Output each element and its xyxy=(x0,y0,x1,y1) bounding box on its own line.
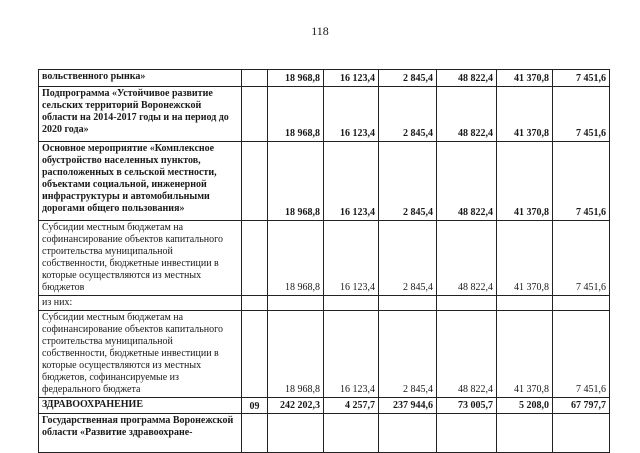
value-cell xyxy=(437,414,497,453)
table-row xyxy=(39,142,610,221)
value-cell xyxy=(553,296,610,311)
value-cell: 16 123,4 xyxy=(324,221,379,296)
value-cell: 2 845,4 xyxy=(379,87,437,142)
table-row xyxy=(39,398,610,414)
value-cell: 48 822,4 xyxy=(437,311,497,398)
value-cell: 2 845,4 xyxy=(379,142,437,221)
value-cell: 18 968,8 xyxy=(268,311,324,398)
value-cell xyxy=(497,414,553,453)
value-cell xyxy=(553,414,610,453)
value-cell: 16 123,4 xyxy=(324,70,379,87)
table-row xyxy=(39,70,610,87)
value-cell: 7 451,6 xyxy=(553,87,610,142)
table-row xyxy=(39,87,610,142)
value-cell: 41 370,8 xyxy=(497,221,553,296)
value-cell: 7 451,6 xyxy=(553,311,610,398)
value-cell xyxy=(268,296,324,311)
value-cell: 242 202,3 xyxy=(268,398,324,414)
value-cell: 73 005,7 xyxy=(437,398,497,414)
value-cell: 7 451,6 xyxy=(553,142,610,221)
table-row xyxy=(39,414,610,453)
value-cell: 237 944,6 xyxy=(379,398,437,414)
value-cell: 41 370,8 xyxy=(497,70,553,87)
section-code: 09 xyxy=(242,398,268,414)
value-cell: 2 845,4 xyxy=(379,70,437,87)
value-cell: 41 370,8 xyxy=(497,311,553,398)
value-cell: 18 968,8 xyxy=(268,221,324,296)
value-cell: 7 451,6 xyxy=(553,70,610,87)
row-description: Субсидии местным бюджетам на софинансирование объектов капитального строительства муниципальной собственности, бюджетные инвестиции в которые осуществляются из местных бюджетов, софинансируемые из федерального бюджета xyxy=(39,311,242,398)
value-cell xyxy=(324,296,379,311)
value-cell: 48 822,4 xyxy=(437,221,497,296)
row-description: Государственная программа Воронежской области «Развитие здравоохране- xyxy=(39,414,242,453)
row-description: ЗДРАВООХРАНЕНИЕ xyxy=(39,398,242,414)
value-cell: 48 822,4 xyxy=(437,142,497,221)
table-row xyxy=(39,221,610,296)
value-cell: 18 968,8 xyxy=(268,87,324,142)
value-cell: 16 123,4 xyxy=(324,142,379,221)
row-description: из них: xyxy=(39,296,242,311)
value-cell: 5 208,0 xyxy=(497,398,553,414)
value-cell: 2 845,4 xyxy=(379,311,437,398)
value-cell: 16 123,4 xyxy=(324,311,379,398)
section-code xyxy=(242,221,268,296)
row-description: Субсидии местным бюджетам на софинансирование объектов капитального строительства муниципальной собственности, бюджетные инвестиции в которые осуществляются из местных бюджетов xyxy=(39,221,242,296)
table-row xyxy=(39,311,610,398)
table-row xyxy=(39,296,610,311)
value-cell: 67 797,7 xyxy=(553,398,610,414)
value-cell: 2 845,4 xyxy=(379,221,437,296)
section-code xyxy=(242,87,268,142)
budget-table xyxy=(38,69,610,453)
row-description: вольственного рынка» xyxy=(39,70,242,87)
section-code xyxy=(242,70,268,87)
value-cell: 4 257,7 xyxy=(324,398,379,414)
value-cell: 41 370,8 xyxy=(497,142,553,221)
value-cell xyxy=(324,414,379,453)
value-cell xyxy=(379,414,437,453)
value-cell: 18 968,8 xyxy=(268,70,324,87)
value-cell: 41 370,8 xyxy=(497,87,553,142)
value-cell xyxy=(379,296,437,311)
value-cell: 7 451,6 xyxy=(553,221,610,296)
section-code xyxy=(242,311,268,398)
section-code xyxy=(242,414,268,453)
page-number: 118 xyxy=(311,24,329,38)
row-description: Основное мероприятие «Комплексное обустройство населенных пунктов, расположенных в сельской местности, объектами социальной, инженерной инфраструктуры и автомобильными дорогами общего пользования» xyxy=(39,142,242,221)
section-code xyxy=(242,142,268,221)
value-cell xyxy=(497,296,553,311)
section-code xyxy=(242,296,268,311)
value-cell xyxy=(437,296,497,311)
row-description: Подпрограмма «Устойчивое развитие сельских территорий Воронежской области на 2014-2017 годы и на период до 2020 года» xyxy=(39,87,242,142)
value-cell: 48 822,4 xyxy=(437,87,497,142)
value-cell: 48 822,4 xyxy=(437,70,497,87)
value-cell: 18 968,8 xyxy=(268,142,324,221)
value-cell xyxy=(268,414,324,453)
value-cell: 16 123,4 xyxy=(324,87,379,142)
